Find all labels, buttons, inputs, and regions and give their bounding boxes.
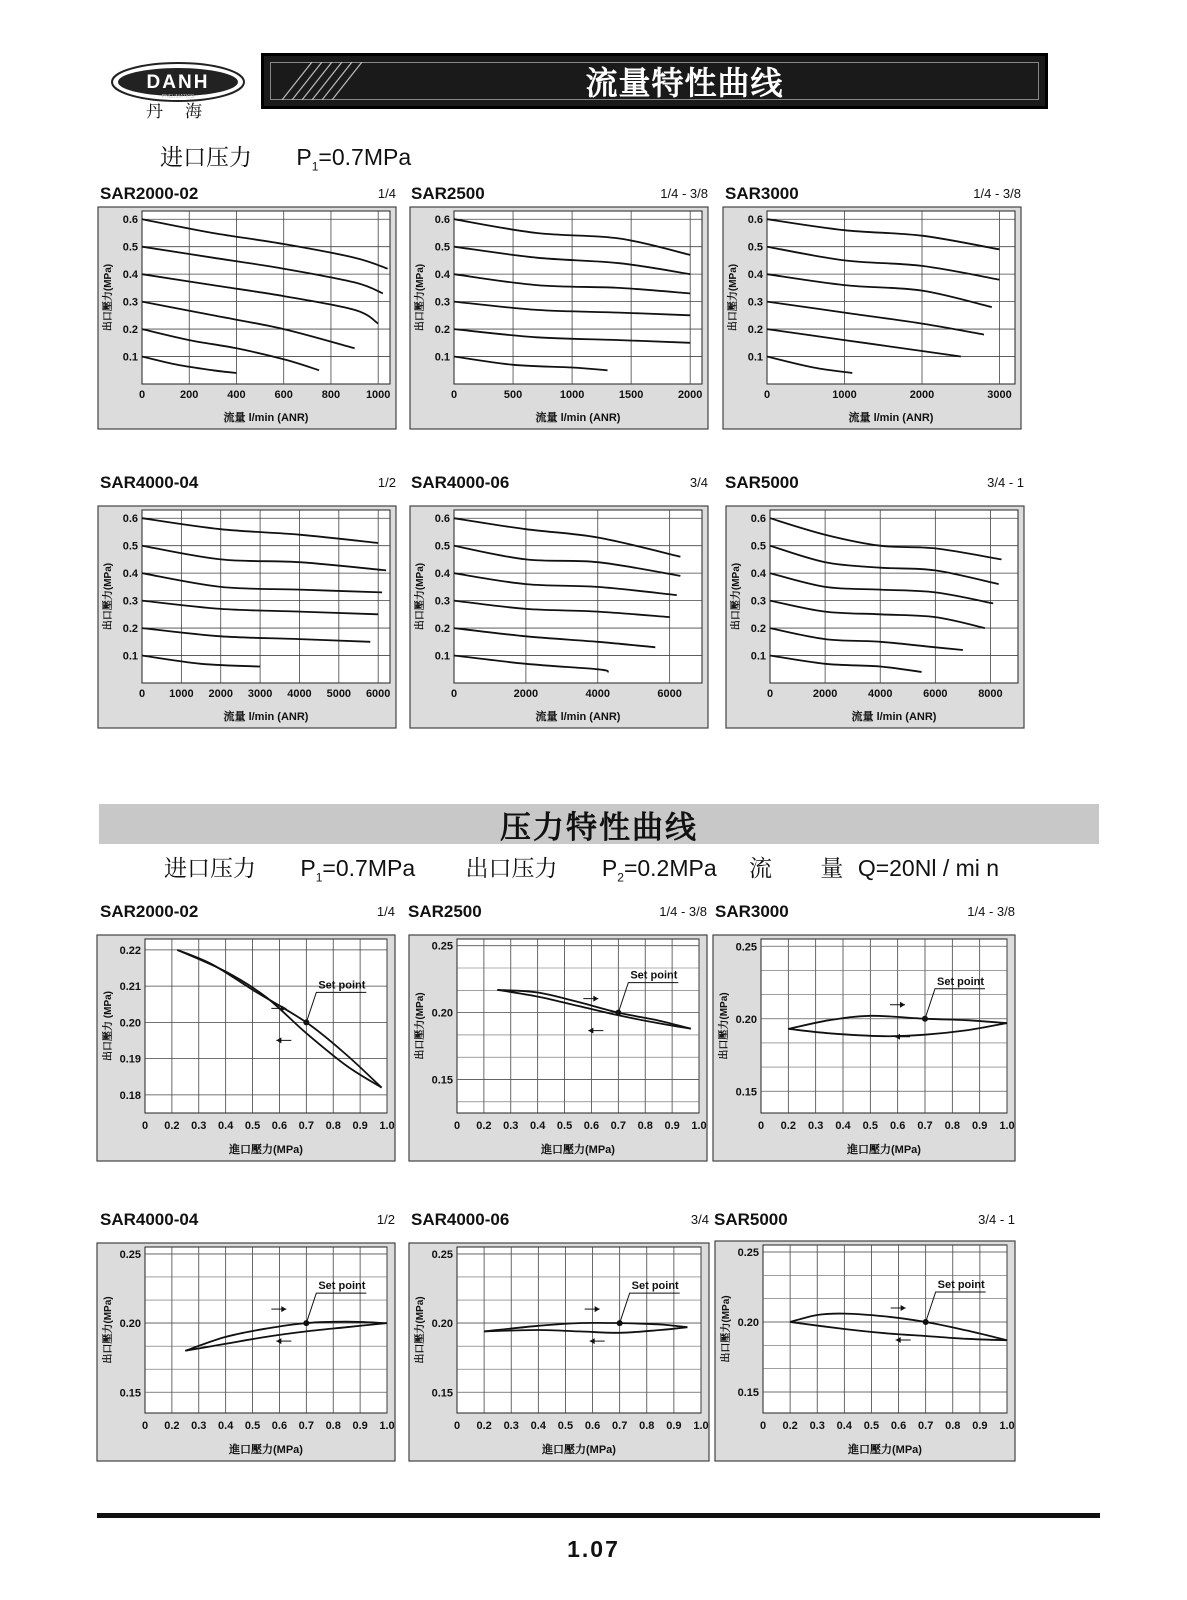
inlet-pressure-label: 进口压力 (160, 144, 252, 170)
y-tick-label: 0.2 (122, 623, 138, 636)
chart-title: SAR2500 (411, 184, 485, 203)
x-tick-label: 0.6 (890, 1420, 907, 1432)
svg-text:PNEUMATICS: PNEUMATICS (161, 94, 195, 100)
pressure-section-title: 压力特性曲线 (500, 809, 698, 845)
plot-area (454, 211, 702, 384)
x-tick-label: 0.7 (918, 1420, 934, 1432)
x-tick-label: 0.7 (298, 1120, 314, 1132)
x-tick-label: 0.4 (218, 1420, 234, 1432)
x-tick-label: 1.0 (999, 1120, 1015, 1132)
brand-chinese-name: 丹海 (146, 102, 224, 121)
chart-title: SAR4000-04 (100, 473, 199, 492)
chart-5 (726, 506, 1024, 728)
y-tick-label: 0.22 (119, 944, 141, 957)
x-tick-label: 0.3 (808, 1120, 824, 1132)
chart-port-size: 3/4 (690, 1212, 709, 1227)
x-tick-label: 800 (321, 389, 341, 401)
x-tick-label: 0.7 (610, 1120, 626, 1132)
x-tick-label: 600 (274, 389, 293, 401)
plot-area (142, 211, 390, 384)
y-tick-label: 0.6 (434, 513, 450, 526)
x-tick-label: 3000 (247, 688, 273, 700)
x-tick-label: 0 (138, 688, 146, 700)
x-tick-label: 0.7 (298, 1420, 314, 1432)
plot-area (457, 939, 699, 1113)
inlet-pressure-label: 进口压力 (164, 855, 256, 881)
plot-area (454, 510, 702, 683)
y-tick-label: 0.21 (119, 981, 141, 994)
plot-area (763, 1245, 1007, 1413)
x-tick-label: 2000 (677, 389, 703, 401)
x-tick-label: 0.5 (244, 1120, 261, 1132)
x-tick-label: 500 (503, 389, 523, 401)
set-point-label: Set point (631, 1280, 679, 1293)
y-tick-label: 0.19 (119, 1053, 141, 1066)
y-axis-label: 出口壓力(MPa) (103, 562, 114, 631)
x-axis-label: 進口壓力(MPa) (541, 1144, 615, 1156)
x-tick-label: 0.5 (863, 1420, 880, 1432)
page-title-banner (261, 53, 1048, 109)
y-tick-label: 0.3 (747, 296, 763, 309)
x-tick-label: 0.2 (782, 1420, 798, 1432)
x-tick-label: 1.0 (379, 1420, 395, 1432)
x-tick-label: 1000 (365, 389, 391, 401)
x-tick-label: 0.9 (972, 1420, 988, 1432)
x-tick-label: 0.8 (325, 1420, 341, 1432)
y-axis-label: 出口壓力(MPa) (415, 992, 426, 1060)
set-point-label: Set point (937, 1279, 985, 1291)
chart-title: SAR2500 (408, 902, 482, 921)
x-tick-label: 0 (759, 1420, 767, 1432)
y-axis-label: 出口壓力(MPa) (415, 562, 426, 631)
x-tick-label: 1000 (169, 688, 194, 700)
y-tick-label: 0.25 (119, 1248, 141, 1261)
chart-port-size: 1/2 (376, 1212, 395, 1227)
x-tick-label: 0 (138, 389, 146, 401)
chart-port-size: 3/4 (689, 475, 708, 490)
chart-port-size: 1/2 (377, 475, 396, 490)
footer-rule (97, 1513, 1100, 1518)
y-axis-label: 出口壓力(MPa) (731, 562, 742, 631)
x-axis-label: 流量 l/min (ANR) (535, 711, 621, 723)
x-axis-label: 進口壓力(MPa) (542, 1444, 616, 1456)
y-tick-label: 0.3 (750, 595, 766, 608)
set-point-marker (303, 1019, 309, 1025)
y-tick-label: 0.5 (747, 241, 763, 254)
y-tick-label: 0.1 (750, 650, 766, 663)
x-tick-label: 0.3 (191, 1120, 207, 1132)
y-axis-label: 出口壓力(MPa) (103, 1296, 114, 1364)
x-tick-label: 0.9 (664, 1120, 680, 1132)
y-tick-label: 0.20 (431, 1318, 453, 1331)
y-tick-label: 0.1 (434, 351, 450, 364)
x-tick-label: 4000 (585, 688, 611, 700)
x-tick-label: 3000 (987, 389, 1012, 401)
chart-port-size: 1/4 - 3/8 (659, 904, 707, 919)
x-tick-label: 0.6 (890, 1120, 906, 1132)
pressure-section-band (99, 804, 1099, 844)
x-tick-label: 0.9 (666, 1420, 682, 1432)
chart-title: SAR5000 (714, 1210, 788, 1229)
chart-port-size: 3/4 - 1 (987, 475, 1024, 490)
chart-6 (97, 935, 395, 1161)
y-tick-label: 0.15 (431, 1387, 453, 1400)
x-tick-label: 0.8 (944, 1120, 960, 1132)
chart-7 (409, 935, 707, 1161)
chart-title: SAR4000-06 (411, 1210, 510, 1229)
x-tick-label: 0.8 (637, 1120, 653, 1132)
y-axis-label: 出口壓力(MPa) (415, 1296, 426, 1364)
y-tick-label: 0.20 (119, 1017, 141, 1030)
x-tick-label: 1.0 (379, 1120, 395, 1132)
y-tick-label: 0.4 (434, 568, 450, 581)
x-tick-label: 0.6 (583, 1120, 600, 1132)
y-tick-label: 0.1 (122, 650, 138, 663)
x-tick-label: 1000 (559, 389, 585, 401)
x-tick-label: 0 (453, 1420, 461, 1432)
x-tick-label: 0.9 (352, 1120, 368, 1132)
x-tick-label: 0.2 (164, 1420, 180, 1432)
chart-port-size: 1/4 (377, 186, 396, 201)
x-tick-label: 0.8 (639, 1420, 655, 1432)
chart-11 (715, 1241, 1015, 1461)
y-tick-label: 0.20 (735, 1013, 757, 1026)
x-tick-label: 0.4 (530, 1120, 546, 1132)
x-tick-label: 2000 (812, 688, 838, 700)
x-axis-label: 流量 l/min (ANR) (535, 412, 621, 424)
page-number: 1.07 (567, 1536, 620, 1562)
y-tick-label: 0.6 (747, 214, 763, 227)
y-tick-label: 0.2 (747, 324, 763, 337)
y-tick-label: 0.4 (750, 568, 766, 581)
x-axis-label: 進口壓力(MPa) (848, 1444, 922, 1456)
y-tick-label: 0.20 (119, 1318, 141, 1331)
chart-4 (410, 506, 708, 728)
chart-port-size: 1/4 - 3/8 (967, 904, 1015, 919)
x-tick-label: 0 (141, 1120, 149, 1132)
set-point-label: Set point (318, 979, 366, 992)
x-tick-label: 1500 (618, 389, 644, 401)
x-tick-label: 0.2 (476, 1420, 492, 1432)
x-tick-label: 2000 (909, 389, 935, 401)
x-tick-label: 4000 (287, 688, 312, 700)
chart-9 (97, 1243, 395, 1461)
page-title: 流量特性曲线 (585, 65, 784, 101)
y-tick-label: 0.18 (119, 1089, 141, 1102)
x-tick-label: 0.7 (612, 1420, 628, 1432)
chart-2 (723, 207, 1021, 429)
x-tick-label: 0.4 (530, 1420, 546, 1432)
x-axis-label: 進口壓力(MPa) (847, 1144, 921, 1156)
y-tick-label: 0.20 (737, 1317, 759, 1329)
x-tick-label: 0.8 (945, 1420, 961, 1432)
y-tick-label: 0.5 (122, 241, 138, 254)
x-tick-label: 0.2 (164, 1120, 180, 1132)
y-tick-label: 0.25 (431, 1248, 453, 1261)
flow-condition: 进口压力 $P_1=0.7MPa$ (160, 144, 412, 174)
x-axis-label: 進口壓力(MPa) (229, 1444, 303, 1456)
y-tick-label: 0.15 (735, 1086, 757, 1099)
chart-title: SAR3000 (715, 902, 789, 921)
x-tick-label: 0.3 (191, 1420, 207, 1432)
y-tick-label: 0.3 (122, 595, 138, 608)
flow-label: 流 (749, 855, 773, 881)
x-tick-label: 1000 (832, 389, 857, 401)
set-point-label: Set point (937, 975, 985, 988)
x-tick-label: 0.5 (244, 1420, 261, 1432)
y-tick-label: 0.3 (122, 296, 138, 309)
plot-area (770, 510, 1018, 683)
chart-title: SAR4000-04 (100, 1210, 199, 1229)
y-axis-label: 出口壓力(MPa) (719, 992, 730, 1060)
plot-area (145, 1247, 387, 1413)
x-tick-label: 0.6 (271, 1120, 288, 1132)
y-tick-label: 0.4 (122, 568, 138, 581)
y-axis-label: 出口壓力(MPa) (728, 263, 739, 332)
y-tick-label: 0.2 (122, 324, 138, 337)
y-tick-label: 0.25 (431, 940, 453, 953)
y-tick-label: 0.25 (737, 1247, 759, 1259)
x-tick-label: 0.3 (503, 1420, 519, 1432)
y-tick-label: 0.25 (735, 941, 757, 954)
set-point-marker (617, 1320, 623, 1326)
outlet-pressure-label: 出口压力 (465, 855, 558, 881)
x-axis-label: 流量 l/min (ANR) (848, 412, 934, 424)
x-tick-label: 0.7 (917, 1120, 933, 1132)
x-tick-label: 0.8 (325, 1120, 341, 1132)
chart-10 (409, 1243, 709, 1461)
x-tick-label: 0 (450, 389, 458, 401)
y-tick-label: 0.6 (122, 214, 138, 227)
x-tick-label: 2000 (513, 688, 539, 700)
y-tick-label: 0.5 (750, 540, 766, 553)
plot-area (767, 211, 1015, 384)
y-axis-label: 出口壓力(MPa) (415, 263, 426, 332)
set-point-label: Set point (630, 969, 678, 982)
y-tick-label: 0.6 (122, 513, 138, 526)
chart-title: SAR4000-06 (411, 473, 510, 492)
y-tick-label: 0.1 (122, 351, 138, 364)
x-tick-label: 0 (763, 389, 771, 401)
x-tick-label: 1.0 (691, 1120, 707, 1132)
x-axis-label: 流量 l/min (ANR) (851, 711, 937, 723)
plot-area (142, 510, 390, 683)
x-tick-label: 0.2 (476, 1120, 492, 1132)
chart-0 (98, 207, 396, 429)
y-tick-label: 0.1 (434, 650, 450, 663)
x-tick-label: 1.0 (693, 1420, 709, 1432)
x-tick-label: 0.4 (835, 1120, 851, 1132)
x-tick-label: 1.0 (999, 1420, 1015, 1432)
x-tick-label: 200 (180, 389, 199, 401)
x-tick-label: 6000 (923, 688, 948, 700)
chart-8 (713, 935, 1015, 1161)
x-tick-label: 4000 (867, 688, 893, 700)
y-tick-label: 0.3 (434, 296, 450, 309)
y-tick-label: 0.6 (750, 513, 766, 526)
x-tick-label: 0 (450, 688, 458, 700)
y-tick-label: 0.2 (434, 324, 450, 337)
y-tick-label: 0.1 (747, 351, 763, 364)
y-tick-label: 0.3 (434, 595, 450, 608)
x-axis-label: 流量 l/min (ANR) (223, 412, 309, 424)
chart-title: SAR5000 (725, 473, 799, 492)
chart-3 (98, 506, 396, 728)
x-tick-label: 0 (766, 688, 774, 700)
y-axis-label: 出口壓力(MPa) (103, 263, 114, 332)
x-tick-label: 2000 (208, 688, 233, 700)
chart-port-size: 3/4 - 1 (978, 1212, 1015, 1227)
y-tick-label: 0.5 (122, 540, 138, 553)
y-axis-label: 出口壓力 (MPa) (103, 991, 114, 1061)
y-tick-label: 0.20 (431, 1007, 453, 1020)
y-tick-label: 0.15 (119, 1387, 141, 1400)
y-tick-label: 0.15 (431, 1074, 453, 1087)
svg-text:DANH: DANH (146, 72, 210, 93)
chart-port-size: 1/4 (376, 904, 395, 919)
y-tick-label: 0.15 (737, 1387, 759, 1399)
x-axis-label: 進口壓力(MPa) (229, 1144, 303, 1156)
x-tick-label: 0.2 (780, 1120, 796, 1132)
chart-port-size: 1/4 - 3/8 (660, 186, 708, 201)
pressure-condition: 进口压力 $P_1=0.7MPa$ 出口压力 $P_2=0.2MPa$ 流 量 Q=20Nl / mi n (164, 855, 1000, 885)
x-tick-label: 6000 (657, 688, 682, 700)
y-tick-label: 0.6 (434, 214, 450, 227)
x-tick-label: 8000 (978, 688, 1003, 700)
chart-title: SAR2000-02 (100, 902, 199, 921)
chart-port-size: 1/4 - 3/8 (973, 186, 1021, 201)
x-tick-label: 0.3 (503, 1120, 519, 1132)
flow-value: Q=20Nl / mi n (857, 855, 1000, 881)
chart-title: SAR2000-02 (100, 184, 199, 203)
x-tick-label: 0.3 (809, 1420, 825, 1432)
x-tick-label: 0.9 (352, 1420, 368, 1432)
y-tick-label: 0.4 (122, 269, 138, 282)
y-tick-label: 0.5 (434, 540, 450, 553)
x-tick-label: 0 (757, 1120, 765, 1132)
y-tick-label: 0.2 (434, 623, 450, 636)
x-tick-label: 0.5 (557, 1420, 574, 1432)
y-tick-label: 0.5 (434, 241, 450, 254)
x-tick-label: 0.9 (972, 1120, 988, 1132)
set-point-marker (303, 1320, 309, 1326)
x-tick-label: 0.5 (556, 1120, 573, 1132)
x-tick-label: 0.4 (218, 1120, 234, 1132)
x-tick-label: 6000 (365, 688, 391, 700)
set-point-label: Set point (318, 1280, 366, 1293)
y-axis-label: 出口壓力(MPa) (721, 1295, 732, 1363)
x-tick-label: 0 (453, 1120, 461, 1132)
x-tick-label: 0.6 (271, 1420, 288, 1432)
x-tick-label: 0.4 (836, 1420, 852, 1432)
y-tick-label: 0.4 (747, 269, 763, 282)
plot-area (145, 939, 387, 1113)
y-tick-label: 0.4 (434, 269, 450, 282)
chart-1 (410, 207, 708, 429)
x-axis-label: 流量 l/min (ANR) (223, 711, 309, 723)
x-tick-label: 0.5 (862, 1120, 878, 1132)
x-tick-label: 5000 (326, 688, 352, 700)
x-tick-label: 0 (141, 1420, 149, 1432)
x-tick-label: 0.6 (584, 1420, 601, 1432)
chart-title: SAR3000 (725, 184, 799, 203)
x-tick-label: 400 (227, 389, 246, 401)
y-tick-label: 0.2 (750, 623, 766, 636)
